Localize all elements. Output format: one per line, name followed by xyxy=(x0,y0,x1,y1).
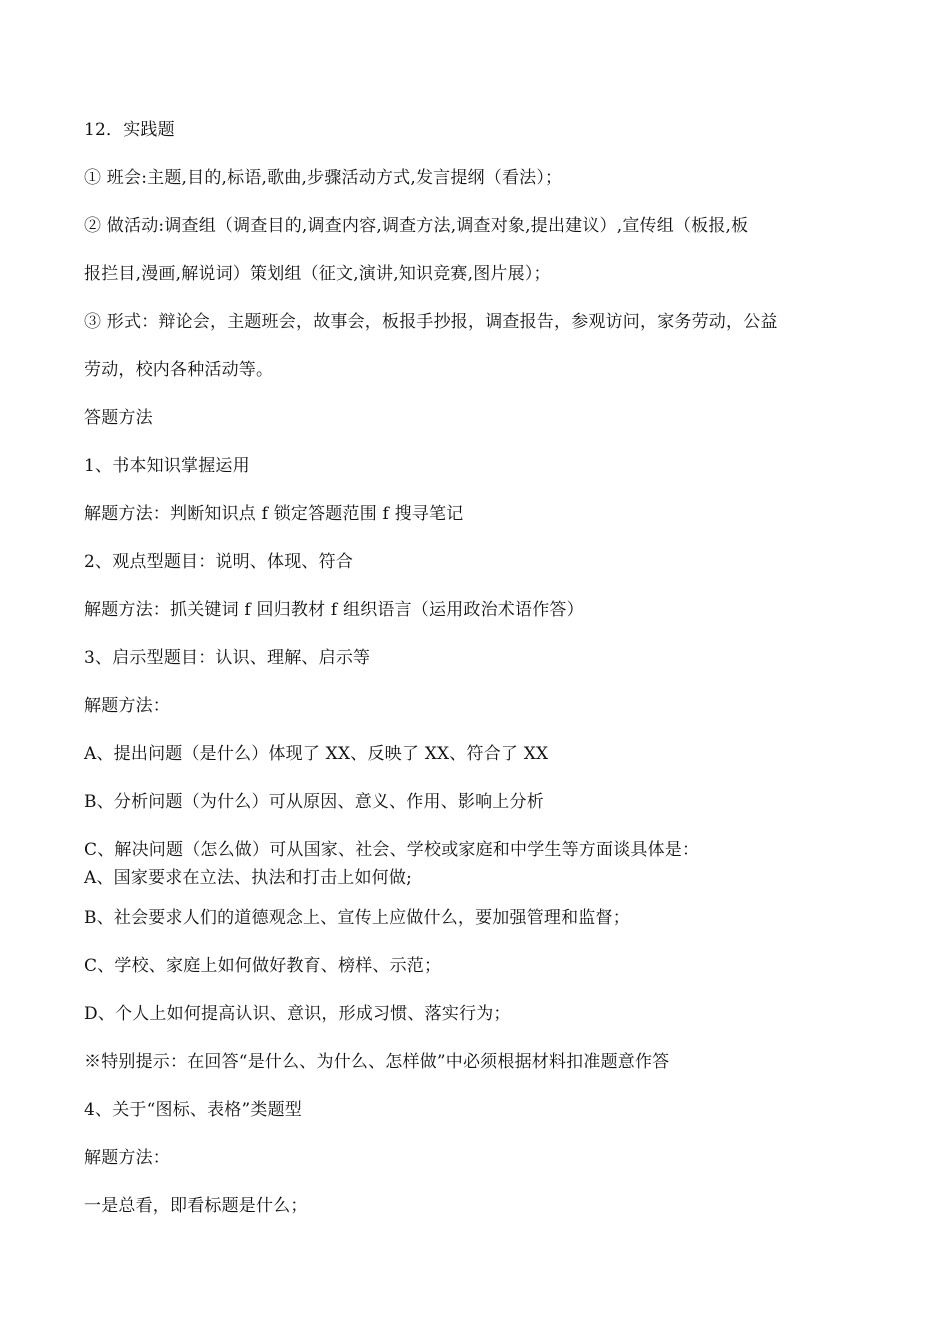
text-line-forms: ③ 形式：辩论会，主题班会，故事会，板报手抄报，调查报告，参观访问，家务劳动，公益 xyxy=(84,312,778,332)
item-heading-2: 2、观点型题目：说明、体现、符合 xyxy=(84,552,354,572)
item-heading-1: 1、书本知识掌握运用 xyxy=(84,456,250,476)
text-line-activities: ② 做活动:调查组（调查目的,调查内容,调查方法,调查对象,提出建议）,宣传组（板报,板 xyxy=(84,216,749,236)
method-step-1: 一是总看，即看标题是什么； xyxy=(84,1196,308,1216)
section-heading-practice: 12．实践题 xyxy=(84,120,175,140)
text-line-class-meeting: ① 班会:主题,目的,标语,歌曲,步骤活动方式,发言提纲（看法）； xyxy=(84,168,563,188)
method-label-3: 解题方法： xyxy=(84,696,170,716)
point-c-how: C、解决问题（怎么做）可从国家、社会、学校或家庭和中学生等方面谈具体是： xyxy=(84,840,700,860)
special-note: ※特别提示：在回答“是什么、为什么、怎样做”中必须根据材料扣准题意作答 xyxy=(84,1052,670,1072)
method-line-2: 解题方法：抓关键词 f 回归教材 f 组织语言（运用政治术语作答） xyxy=(84,600,584,620)
method-line-1: 解题方法：判断知识点 f 锁定答题范围 f 搜寻笔记 xyxy=(84,504,464,524)
sub-point-d-individual: D、个人上如何提高认识、意识，形成习惯、落实行为； xyxy=(84,1004,511,1024)
sub-point-a-state: A、国家要求在立法、执法和打击上如何做; xyxy=(84,868,413,888)
item-heading-3: 3、启示型题目：认识、理解、启示等 xyxy=(84,648,371,668)
point-b-why: B、分析问题（为什么）可从原因、意义、作用、影响上分析 xyxy=(84,792,544,812)
sub-point-c-school-family: C、学校、家庭上如何做好教育、榜样、示范； xyxy=(84,956,442,976)
method-label-4: 解题方法： xyxy=(84,1148,170,1168)
item-heading-4: 4、关于“图标、表格”类题型 xyxy=(84,1100,302,1120)
text-line-forms-cont: 劳动，校内各种活动等。 xyxy=(84,360,274,380)
section-heading-answer-methods: 答题方法 xyxy=(84,408,153,428)
text-line-activities-cont: 报拦目,漫画,解说词）策划组（征文,演讲,知识竞赛,图片展）； xyxy=(84,264,551,284)
sub-point-b-society: B、社会要求人们的道德观念上、宣传上应做什么，要加强管理和监督； xyxy=(84,908,630,928)
point-a-what: A、提出问题（是什么）体现了 XX、反映了 XX、符合了 XX xyxy=(84,744,549,764)
